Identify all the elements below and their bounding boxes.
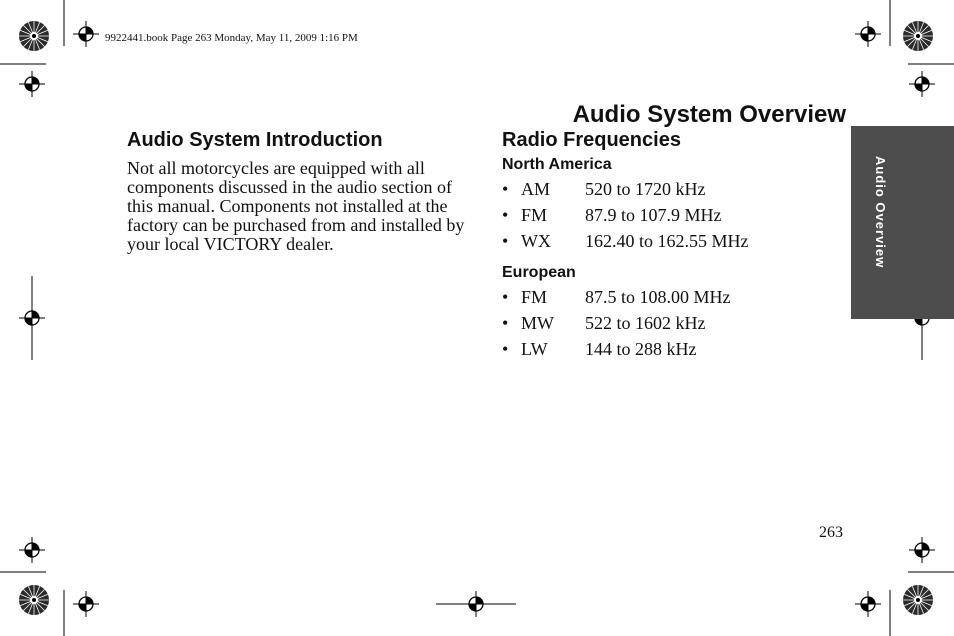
bullet: • <box>502 313 509 333</box>
european-heading: European <box>502 264 576 281</box>
north-america-list <box>502 179 832 257</box>
range: 144 to 288 kHz <box>585 339 697 359</box>
bullet: • <box>502 231 509 251</box>
side-tab-label: Audio Overview <box>873 156 888 269</box>
range: 87.9 to 107.9 MHz <box>585 205 722 225</box>
range: 87.5 to 108.00 MHz <box>585 287 731 307</box>
bullet: • <box>502 205 509 225</box>
list-item <box>502 339 832 365</box>
header-file-info: 9922441.book Page 263 Monday, May 11, 2009 1:16 PM <box>105 32 358 44</box>
band: FM <box>521 205 548 225</box>
intro-body: Not all motorcycles are equipped with all components discussed in the audio section of this manual. Components not installed at the factory can be purchased from and installed by your local VICTORY dealer. <box>127 158 465 254</box>
range: 520 to 1720 kHz <box>585 179 706 199</box>
list-item <box>502 179 832 205</box>
list-item <box>502 231 832 257</box>
european-list <box>502 287 832 365</box>
band: FM <box>521 287 548 307</box>
radio-heading: Radio Frequencies <box>502 129 681 151</box>
bullet: • <box>502 179 509 199</box>
bullet: • <box>502 339 509 359</box>
band: AM <box>521 179 551 199</box>
range: 162.40 to 162.55 MHz <box>585 231 749 251</box>
band: WX <box>521 231 551 251</box>
page-title: Audio System Overview <box>572 101 846 128</box>
side-tab <box>851 126 954 319</box>
list-item <box>502 313 832 339</box>
intro-heading: Audio System Introduction <box>127 129 383 151</box>
list-item <box>502 287 832 313</box>
north-america-heading: North America <box>502 156 612 173</box>
band: MW <box>521 313 554 333</box>
range: 522 to 1602 kHz <box>585 313 706 333</box>
page-number: 263 <box>819 524 843 541</box>
list-item <box>502 205 832 231</box>
band: LW <box>521 339 548 359</box>
bullet: • <box>502 287 509 307</box>
